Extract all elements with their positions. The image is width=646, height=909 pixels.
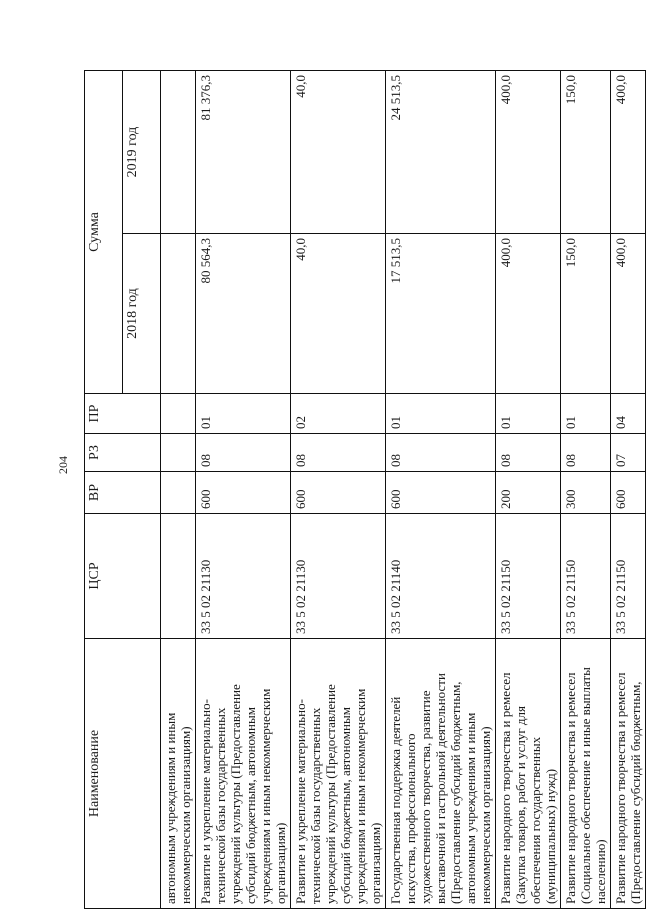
row-vr: 600 [611, 472, 646, 514]
table-row [611, 71, 646, 909]
header-name: Наименование [85, 639, 161, 909]
row-name: автономным учреждениям и иным некоммерческим организациям) [161, 639, 196, 909]
row-2018: 17 513,5 [386, 234, 496, 394]
row-2018: 80 564,3 [196, 234, 291, 394]
table-row [386, 71, 496, 909]
row-csr: 33 5 02 21140 [386, 514, 496, 639]
row-rz: 08 [386, 434, 496, 472]
row-name: Развитие народного творчества и ремесел (Предоставление субсидий бюджетным, [611, 639, 646, 909]
row-name: Государственная поддержка деятелей искусства, профессионального художественного творчества, развитие выставочной и гастрольной деятельности (Предоставление субсидий бюджетным, автономным учреждениям и иным некоммерческим организациям) [386, 639, 496, 909]
row-2018: 400,0 [496, 234, 561, 394]
row-2019: 40,0 [291, 71, 386, 234]
row-pr: 01 [496, 394, 561, 434]
table-row [196, 71, 291, 909]
row-pr: 01 [386, 394, 496, 434]
row-2019: 24 513,5 [386, 71, 496, 234]
row-vr: 300 [561, 472, 611, 514]
row-rz: 08 [196, 434, 291, 472]
row-rz: 08 [561, 434, 611, 472]
header-2018: 2018 год [123, 234, 161, 394]
page-number: 204 [56, 456, 70, 474]
header-sum: Сумма [85, 71, 123, 394]
row-2018: 400,0 [611, 234, 646, 394]
row-2019: 150,0 [561, 71, 611, 234]
row-rz [161, 434, 196, 472]
row-2018: 40,0 [291, 234, 386, 394]
row-csr: 33 5 02 21150 [611, 514, 646, 639]
row-csr: 33 5 02 21150 [496, 514, 561, 639]
row-vr [161, 472, 196, 514]
row-vr: 600 [291, 472, 386, 514]
header-2019: 2019 год [123, 71, 161, 234]
row-vr: 600 [196, 472, 291, 514]
row-csr [161, 514, 196, 639]
table-header-row [85, 71, 123, 909]
row-2018: 150,0 [561, 234, 611, 394]
row-2019 [161, 71, 196, 234]
table-row [496, 71, 561, 909]
row-name: Развитие и укрепление материально-технической базы государственных учреждений культуры (Предоставление субсидий бюджетным, автономным учреждениям и иным некоммерческим организациям) [196, 639, 291, 909]
row-pr: 01 [561, 394, 611, 434]
row-2019: 400,0 [496, 71, 561, 234]
row-name: Развитие народного творчества и ремесел (Закупка товаров, работ и услуг для обеспечения государственных (муниципальных) нужд) [496, 639, 561, 909]
row-2019: 400,0 [611, 71, 646, 234]
row-rz: 08 [291, 434, 386, 472]
table-row [561, 71, 611, 909]
row-2019: 81 376,3 [196, 71, 291, 234]
row-name: Развитие и укрепление материально-технической базы государственных учреждений культуры (Предоставление субсидий бюджетным, автономным учреждениям и иным некоммерческим организациям) [291, 639, 386, 909]
row-csr: 33 5 02 21150 [561, 514, 611, 639]
row-pr [161, 394, 196, 434]
row-csr: 33 5 02 21130 [196, 514, 291, 639]
row-pr: 04 [611, 394, 646, 434]
budget-table [84, 70, 646, 909]
row-name: Развитие народного творчества и ремесел (Социальное обеспечение и иные выплаты населению) [561, 639, 611, 909]
row-pr: 02 [291, 394, 386, 434]
row-pr: 01 [196, 394, 291, 434]
table-row [161, 71, 196, 909]
row-csr: 33 5 02 21130 [291, 514, 386, 639]
table-row [291, 71, 386, 909]
header-pr: ПР [85, 394, 161, 434]
rotated-table-page [84, 71, 643, 909]
row-rz: 08 [496, 434, 561, 472]
header-rz: РЗ [85, 434, 161, 472]
row-vr: 600 [386, 472, 496, 514]
header-vr: ВР [85, 472, 161, 514]
row-rz: 07 [611, 434, 646, 472]
row-vr: 200 [496, 472, 561, 514]
header-csr: ЦСР [85, 514, 161, 639]
row-2018 [161, 234, 196, 394]
